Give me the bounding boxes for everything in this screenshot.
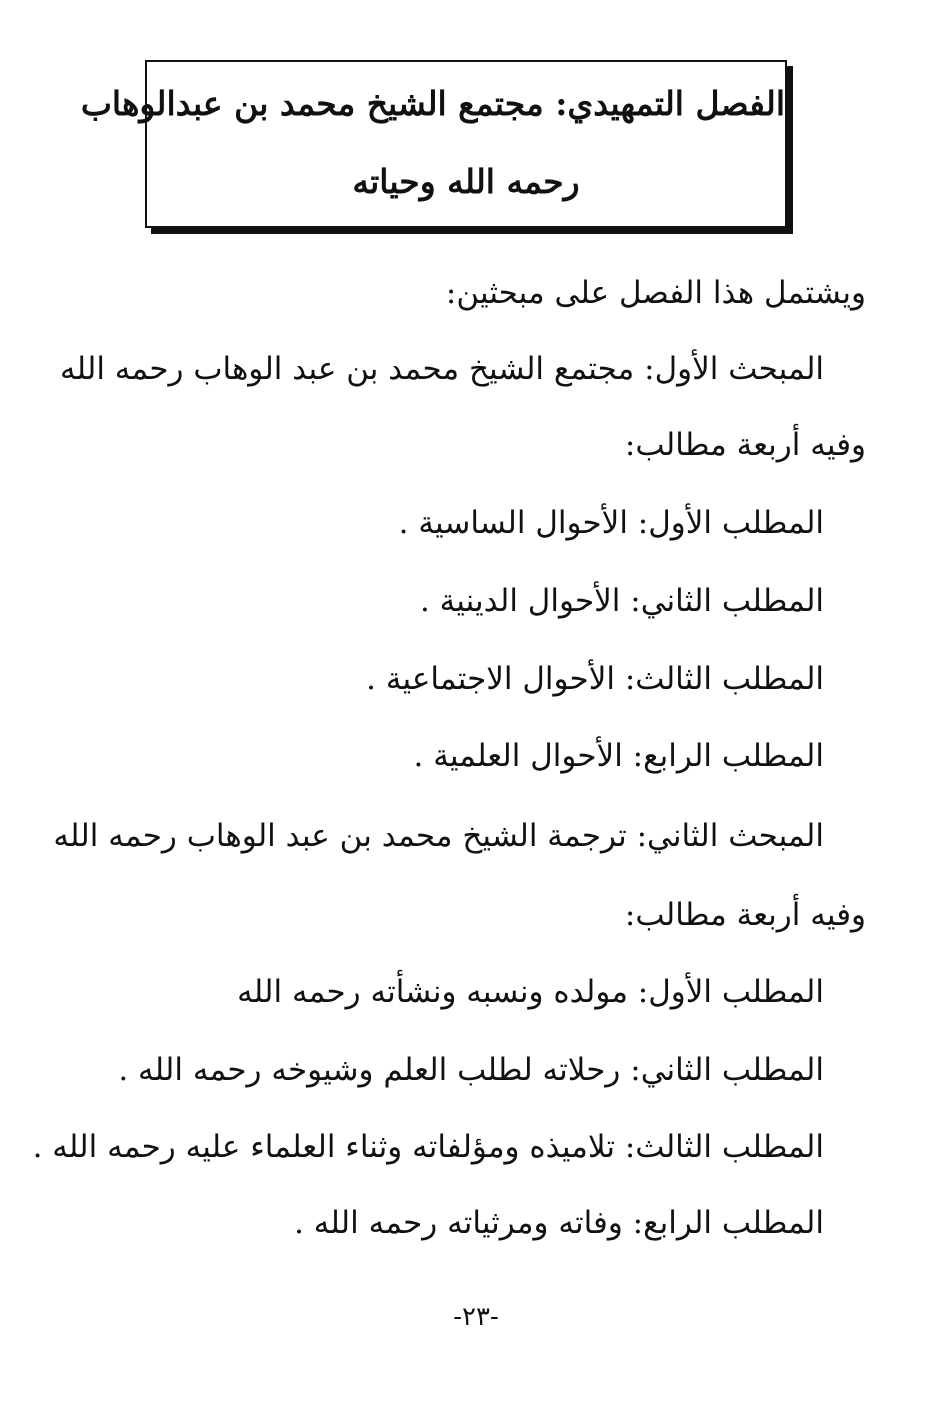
section-1-item-3: المطلب الثالث: الأحوال الاجتماعية .: [366, 661, 824, 697]
section-2-title: المبحث الثاني: ترجمة الشيخ محمد بن عبد الوهاب رحمه الله: [53, 818, 824, 854]
section-1-item-1: المطلب الأول: الأحوال الساسية .: [398, 505, 824, 541]
section-2-item-3: المطلب الثالث: تلاميذه ومؤلفاته وثناء العلماء عليه رحمه الله .: [32, 1129, 824, 1165]
chapter-title-line-1: الفصل التمهيدي: مجتمع الشيخ محمد بن عبدالوهاب: [80, 84, 785, 123]
section-2-item-4: المطلب الرابع: وفاته ومرثياته رحمه الله .: [294, 1205, 824, 1241]
chapter-title-box: [80, 60, 787, 228]
section-1-item-4: المطلب الرابع: الأحوال العلمية .: [413, 738, 824, 774]
section-2-subintro: وفيه أربعة مطالب:: [624, 897, 866, 933]
section-1-subintro: وفيه أربعة مطالب:: [624, 427, 866, 463]
section-2-item-2: المطلب الثاني: رحلاته لطلب العلم وشيوخه رحمه الله .: [118, 1052, 824, 1088]
section-1-item-2: المطلب الثاني: الأحوال الدينية .: [419, 583, 824, 619]
chapter-title-line-2: رحمه الله وحياته: [352, 162, 580, 201]
section-2-item-1: المطلب الأول: مولده ونسبه ونشأته رحمه الله: [237, 974, 824, 1010]
page-number: -٢٣-: [453, 1302, 499, 1332]
section-1-title: المبحث الأول: مجتمع الشيخ محمد بن عبد الوهاب رحمه الله: [60, 351, 824, 387]
chapter-intro: ويشتمل هذا الفصل على مبحثين:: [445, 275, 866, 311]
